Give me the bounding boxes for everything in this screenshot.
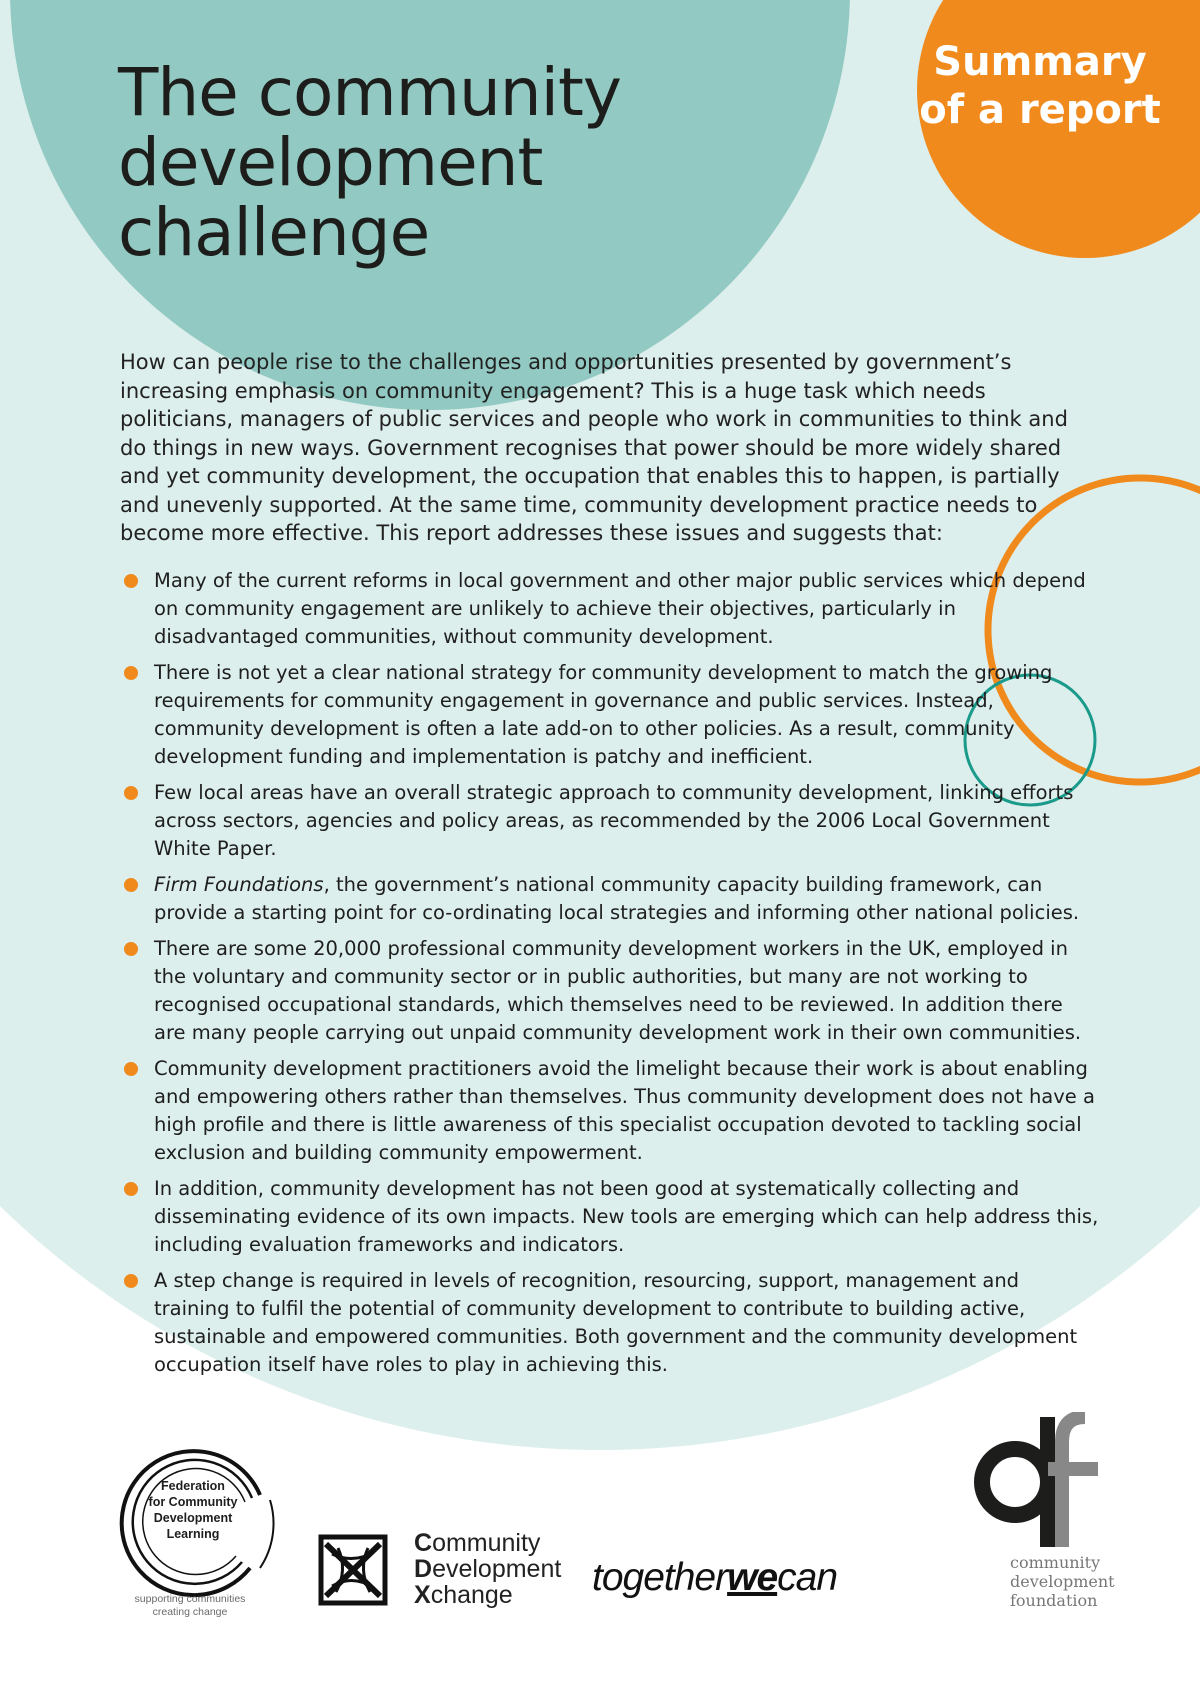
cdx-initial: C <box>414 1529 433 1557</box>
cdx-line <box>414 1530 561 1556</box>
bullet-dot-icon <box>124 786 138 800</box>
cdx-word: evelopment <box>432 1555 562 1583</box>
key-point <box>120 779 1100 863</box>
fcdl-line: for Community <box>148 1495 238 1509</box>
key-point <box>120 567 1100 651</box>
key-point-text: A step change is required in levels of recognition, resourcing, support, management and training to fulfil the potential of community development to contribute to building active, sustainable and empowered communities. Both government and the community development occupation itself have roles to play in achieving this. <box>154 1269 1078 1376</box>
cdx-initial: X <box>414 1581 431 1609</box>
fcdl-tagline-line: creating change <box>152 1606 228 1618</box>
page-title <box>118 54 621 271</box>
title-line-2: development <box>118 124 543 201</box>
fcdl-tagline-line: supporting communities <box>134 1593 246 1605</box>
cdf-logo-text <box>1010 1553 1115 1610</box>
bullet-dot-icon <box>124 574 138 588</box>
badge-line-1: Summary <box>933 39 1147 85</box>
cdx-logo-mark <box>318 1534 388 1606</box>
cdf-line: development <box>1010 1572 1115 1591</box>
cdx-line <box>414 1582 561 1608</box>
key-point <box>120 659 1100 771</box>
fcdl-tagline <box>120 1593 260 1619</box>
title-line-1: The community <box>118 54 621 131</box>
title-line-3: challenge <box>118 194 430 271</box>
cdx-logo-text <box>414 1530 561 1608</box>
badge-line-2: of a report <box>919 87 1161 133</box>
twc-together: together <box>592 1556 728 1599</box>
cdx-initial: D <box>414 1555 433 1583</box>
cdx-word: change <box>430 1581 513 1609</box>
key-point-text: There are some 20,000 professional community development workers in the UK, employed in the voluntary and community sector or in public authorities, but many are not working to recognised occupational standards, which themselves need to be reviewed. In addition there are many people carrying out unpaid community development work in their own communities. <box>154 937 1082 1044</box>
key-points-list <box>120 567 1100 1387</box>
cdf-line: foundation <box>1010 1591 1098 1610</box>
summary-badge <box>890 38 1190 134</box>
cdx-line <box>414 1556 561 1582</box>
key-point <box>120 1175 1100 1259</box>
key-point <box>120 871 1100 927</box>
key-point <box>120 935 1100 1047</box>
fcdl-line: Federation <box>161 1479 225 1493</box>
twc-can: can <box>777 1556 838 1599</box>
key-point-text: There is not yet a clear national strategy for community development to match the growing requirements for community engagement in governance and public services. Instead, community development is often a late add-on to other policies. As a result, community development funding and implementation is patchy and inefficient. <box>154 661 1053 768</box>
key-point <box>120 1055 1100 1167</box>
cdf-logo-mark <box>970 1412 1100 1557</box>
key-point-text: Community development practitioners avoid the limelight because their work is about enabling and empowering others rather than themselves. Thus community development does not have a high profile and there is little awareness of this specialist occupation devoted to tackling social exclusion and building community empowerment. <box>154 1057 1095 1164</box>
bullet-dot-icon <box>124 666 138 680</box>
bullet-dot-icon <box>124 1274 138 1288</box>
bullet-dot-icon <box>124 1062 138 1076</box>
bullet-dot-icon <box>124 942 138 956</box>
fcdl-line: Learning <box>166 1527 220 1541</box>
together-we-can-logo <box>592 1556 837 1600</box>
key-point <box>120 1267 1100 1379</box>
bullet-dot-icon <box>124 1182 138 1196</box>
twc-we: we <box>727 1556 778 1599</box>
fcdl-line: Development <box>153 1511 233 1525</box>
bullet-dot-icon <box>124 878 138 892</box>
key-point-text: In addition, community development has not been good at systematically collecting and disseminating evidence of its own impacts. New tools are emerging which can help address this, including evaluation frameworks and indicators. <box>154 1177 1099 1256</box>
cdf-line: community <box>1010 1553 1101 1572</box>
key-point-text: , the government’s national community capacity building framework, can provide a starting point for co-ordinating local strategies and informing other national policies. <box>154 873 1080 924</box>
cdx-word: ommunity <box>432 1529 541 1557</box>
key-point-text: Few local areas have an overall strategic approach to community development, linking efforts across sectors, agencies and policy areas, as recommended by the 2006 Local Government White Paper. <box>154 781 1074 860</box>
key-point-italic: Firm Foundations <box>154 873 324 896</box>
fcdl-logo-text <box>138 1478 248 1542</box>
key-point-text: Many of the current reforms in local government and other major public services which depend on community engagement are unlikely to achieve their objectives, particularly in disadvantaged communities, without community development. <box>154 569 1086 648</box>
intro-paragraph: How can people rise to the challenges and opportunities presented by government’s increasing emphasis on community engagement? This is a huge task which needs politicians, managers of public services and people who work in communities to think and do things in new ways. Government recognises that power should be more widely shared and yet community development, the occupation that enables this to happen, is partially and unevenly supported. At the same time, community development practice needs to become more effective. This report addresses these issues and suggests that: <box>120 350 1068 545</box>
